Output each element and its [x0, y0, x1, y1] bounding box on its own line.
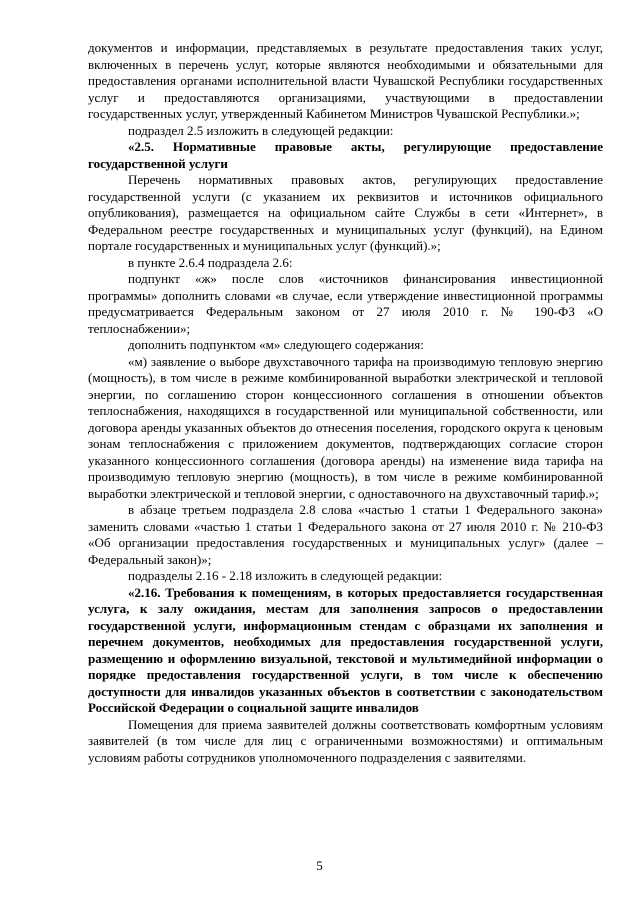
document-body	[88, 40, 603, 766]
paragraph: документов и информации, представляемых в результате предоставления таких услуг, включенных в перечень услуг, которые являются необходимыми и обязательными для предоставления органами исполнительной власти Чувашской Республики государственных услуг и предоставляются организациями, участвующими в предоставлении государственных услуг, утвержденный Кабинетом Министров Чувашской Республики.»;	[88, 40, 603, 121]
paragraph: «м) заявление о выборе двухставочного тарифа на производимую тепловую энергию (мощность), в том числе в режиме комбинированной выработки электрической и тепловой энергии, по соглашению сторон концессионного соглашения в отношении объектов теплоснабжения, находящихся в государственной или муниципальной собственности, или договора аренды указанных объектов до отнесения поселения, городского округа к ценовым зонам теплоснабжения с приложением документов, подтверждающих согласие сторон указанного концессионного соглашения (договора аренды) на изменение вида тарифа на производимую тепловую энергию (мощность), в том числе в режиме комбинированной выработки электрической и тепловой энергии, с одноставочного на двухставочный тариф.»;	[88, 353, 603, 501]
paragraph: подраздел 2.5 изложить в следующей редакции:	[128, 122, 394, 138]
section-heading: «2.5. Нормативные правовые акты, регулирующие предоставление государственной услуги	[88, 139, 603, 171]
paragraph: Помещения для приема заявителей должны соответствовать комфортным условиям заявителей (в том числе для лиц с ограниченными возможностями) и оптимальным условиям работы сотрудников уполномоченного подразделения с заявителями.	[88, 716, 603, 765]
paragraph: Перечень нормативных правовых актов, регулирующих предоставление государственной услуги (с указанием их реквизитов и источников официального опубликования), размещается на официальном сайте Службы в сети «Интернет», в Федеральном реестре государственных и муниципальных услуг (функций), на Едином портале государственных и муниципальных услуг (функций).»;	[88, 172, 603, 253]
section-heading: «2.16. Требования к помещениям, в которых предоставляется государственная услуга, к залу ожидания, местам для заполнения запросов о предоставлении государственной услуги, информационным стендам с образцами их заполнения и перечнем документов, необходимых для предоставления государственной услуги, размещению и оформлению визуальной, текстовой и мультимедийной информации о порядке предоставления государственной услуги, в том числе к обеспечению доступности для инвалидов указанных объектов в соответствии с законодательством Российской Федерации о социальной защите инвалидов	[88, 584, 603, 715]
paragraph: подразделы 2.16 - 2.18 изложить в следующей редакции:	[128, 568, 443, 583]
paragraph: подпункт «ж» после слов «источников финансирования инвестиционной программы» дополнить словами «в случае, если утверждение инвестиционной программы предусматривается Федеральным законом от 27 июля 2010 г. № 190-ФЗ «О теплоснабжении»;	[88, 271, 603, 336]
paragraph: дополнить подпунктом «м» следующего содержания:	[128, 337, 424, 352]
paragraph: в абзаце третьем подраздела 2.8 слова «частью 1 статьи 1 Федерального закона» заменить словами «частью 1 статьи 1 Федерального закона от 27 июля 2010 г. № 210-ФЗ «Об организации предоставления государственных и муниципальных услуг» (далее – Федеральный закон)»;	[88, 502, 603, 567]
page-number: 5	[316, 858, 323, 873]
paragraph: в пункте 2.6.4 подраздела 2.6:	[128, 254, 293, 270]
